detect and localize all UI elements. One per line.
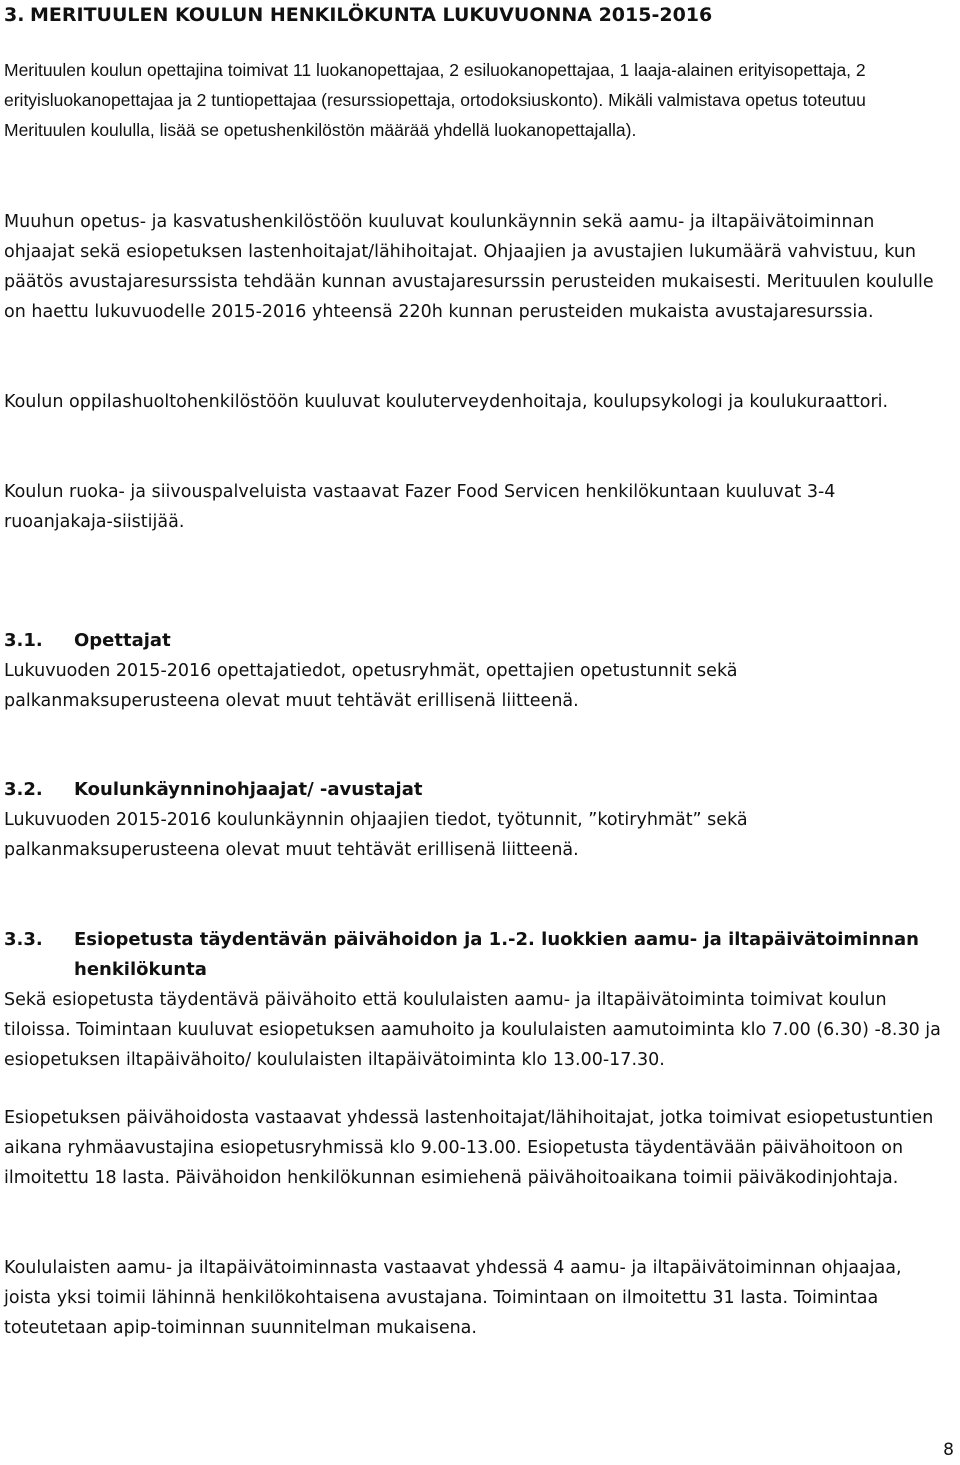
section-title: MERITUULEN KOULUN HENKILÖKUNTA LUKUVUONNA 2015-2016: [30, 4, 713, 26]
paragraph-staff: Muuhun opetus- ja kasvatushenkilöstöön kuuluvat koulunkäynnin sekä aamu- ja iltapäivätoiminnan ohjaajat sekä esiopetuksen lastenhoitajat/lähihoitajat. Ohjaajien ja avustajien lukumäärä vahvistuu, kun päätös avustajaresurssista tehdään kunnan avustajaresurssin perusteiden mukaisesti. Merituulen koululle on haettu lukuvuodelle 2015-2016 yhteensä 220h kunnan perusteiden mukaista avustajaresurssia.: [4, 212, 934, 322]
subsection-number: 3.2.: [4, 779, 43, 800]
subsection-heading-3-1: [4, 626, 944, 656]
subsection-heading-3-3: [4, 925, 944, 985]
subsection-3-3-paragraph-2: Esiopetuksen päivähoidosta vastaavat yhdessä lastenhoitajat/lähihoitajat, jotka toimivat esiopetustuntien aikana ryhmäavustajina esiopetusryhmissä klo 9.00-13.00. Esiopetusta täydentävään päivähoitoon on ilmoitettu 18 lasta. Päivähoidon henkilökunnan esimiehenä päivähoitoaikana toimii päiväkodinjohtaja.: [4, 1108, 934, 1188]
subsection-heading-3-2: [4, 775, 944, 805]
subsection-3-2-paragraph: Lukuvuoden 2015-2016 koulunkäynnin ohjaajien tiedot, työtunnit, ”kotiryhmät” sekä palkanmaksuperusteena olevat muut tehtävät erillisenä liitteenä.: [4, 810, 748, 860]
subsection-3-3-paragraph-1: Sekä esiopetusta täydentävä päivähoito että koululaisten aamu- ja iltapäivätoiminta toimivat koulun tiloissa. Toimintaan kuuluvat esiopetuksen aamuhoito ja koululaisten aamutoiminta klo 7.00 (6.30) -8.30 ja esiopetuksen iltapäivähoito/ koululaisten iltapäivätoiminta klo 13.00-17.30.: [4, 990, 941, 1070]
subsection-3-3-paragraph-3: Koululaisten aamu- ja iltapäivätoiminnasta vastaavat yhdessä 4 aamu- ja iltapäivätoiminnan ohjaajaa, joista yksi toimii lähinnä henkilökohtaisena avustajana. Toimintaan on ilmoitettu 31 lasta. Toimintaa toteutetaan apip-toiminnan suunnitelman mukaisena.: [4, 1258, 902, 1338]
paragraph-food-services: Koulun ruoka- ja siivouspalveluista vastaavat Fazer Food Servicen henkilökuntaan kuuluvat 3-4 ruoanjakaja-siistijää.: [4, 482, 836, 532]
section-heading: [4, 0, 712, 30]
subsection-number: 3.3.: [4, 929, 43, 950]
subsection-3-1-paragraph: Lukuvuoden 2015-2016 opettajatiedot, opetusryhmät, opettajien opetustunnit sekä palkanmaksuperusteena olevat muut tehtävät erillisenä liitteenä.: [4, 661, 738, 711]
paragraph-teachers: Merituulen koulun opettajina toimivat 11 luokanopettajaa, 2 esiluokanopettajaa, 1 laaja-alainen erityisopettaja, 2 erityisluokanopettajaa ja 2 tuntiopettajaa (resurssiopettaja, ortodoksiuskonto). Mikäli valmistava opetus toteutuu Merituulen koululla, lisää se opetushenkilöstön määrää yhdellä luokanopettajalla).: [4, 60, 866, 140]
subsection-title: Esiopetusta täydentävän päivähoidon ja 1.-2. luokkien aamu- ja iltapäivätoiminnan henkilökunta: [74, 929, 919, 980]
subsection-number: 3.1.: [4, 630, 43, 651]
paragraph-student-welfare: Koulun oppilashuoltohenkilöstöön kuuluvat kouluterveydenhoitaja, koulupsykologi ja koulukuraattori.: [4, 392, 889, 412]
subsection-title: Opettajat: [74, 630, 171, 651]
subsection-title: Koulunkäynninohjaajat/ -avustajat: [74, 779, 423, 800]
page-number: 8: [943, 1440, 954, 1460]
section-number: 3.: [4, 4, 25, 26]
